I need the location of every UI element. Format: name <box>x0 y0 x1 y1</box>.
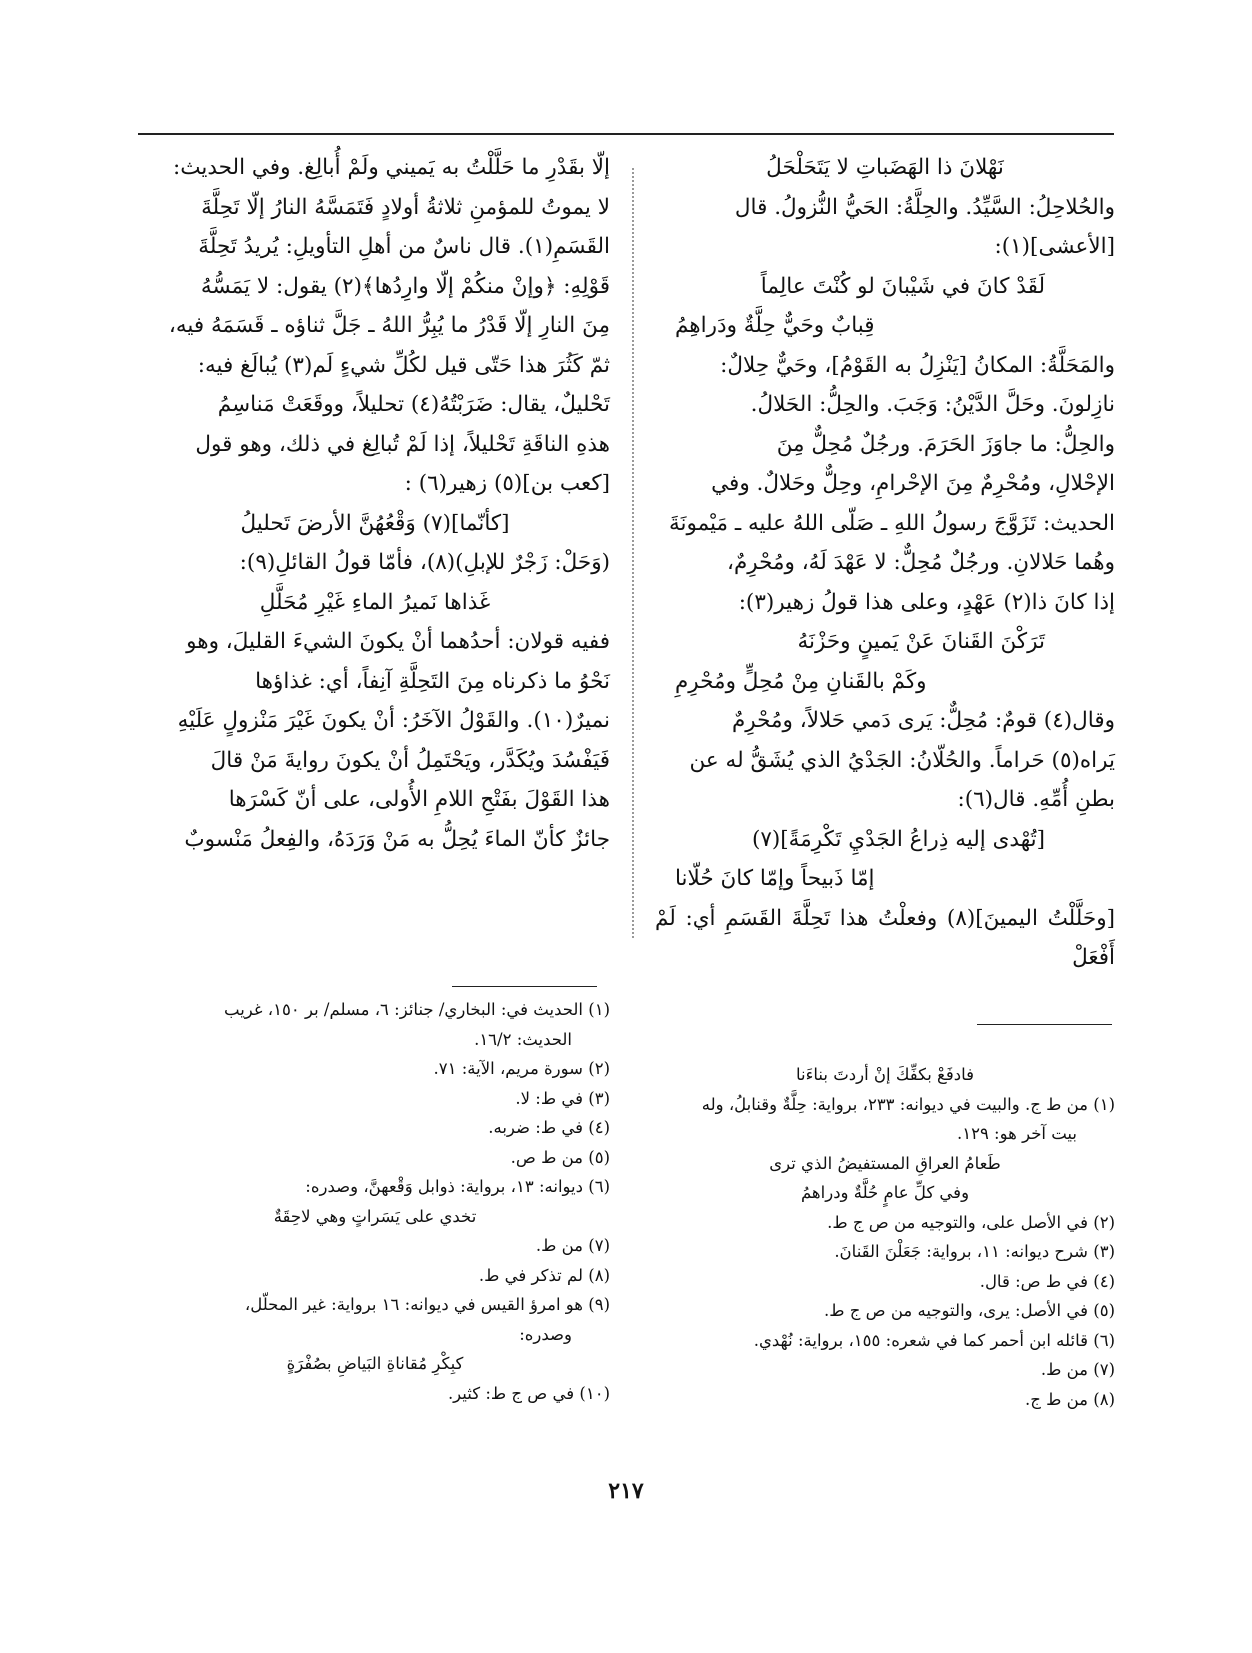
verse-line: تَرَكْنَ القَنانَ عَنْ يَمينٍ وحَزْنَهُ <box>797 629 1045 654</box>
text-line: [كعب بن](٥) زهير(٦) : <box>404 471 610 496</box>
footnote-line: (٦) ديوانه: ١٣، برواية: ذوابل وَقْعهنَّ، وصدره: <box>305 1177 610 1196</box>
text-line: ففيه قولان: أحدُهما أنْ يكونَ الشيءَ القليلَ، وهو <box>186 629 610 654</box>
text-line: والحِلُّ: ما جاوَزَ الحَرَمَ. ورجُلٌ مُحِلٌّ مِنَ <box>776 431 1115 457</box>
footnote-line: (٣) شرح ديوانه: ١١، برواية: جَعَلْنَ القَنانَ. <box>834 1242 1115 1261</box>
text-line: هذهِ الناقَةِ تَحْليلاً، إذا لَمْ تُبالِغ في ذلك، وهو قول <box>195 431 610 457</box>
footnote-line: طَعامُ العراقِ المستفيضُ الذي ترى <box>769 1153 1001 1173</box>
footnote-line: وصدره: <box>519 1324 572 1344</box>
text-line: نَحْوُ ما ذكرناه مِنَ التَحِلَّةِ آنِفاً، أي: غذاؤها <box>255 668 610 694</box>
footnote-line: (٩) هو امرؤ القيس في ديوانه: ١٦ برواية: غير المحلّل، <box>244 1295 610 1314</box>
footnote-rule-right <box>977 1024 1112 1025</box>
text-line: تَحْليلٌ، يقال: ضَرَبْتُهُ(٤) تحليلاً، ووقَعَتْ مَناسِمُ <box>217 392 610 417</box>
text-line: جائزٌ كأنّ الماءَ يُحِلُّ به مَنْ وَرَدَهُ، والفِعلُ مَنْسوبٌ <box>184 826 610 852</box>
text-line: الحديث: تَزَوَّجَ رسولُ اللهِ ـ صَلّى اللهُ عليه ـ مَيْمونَةَ <box>668 510 1115 536</box>
text-line: والمَحَلَّةُ: المكانُ [يَنْزِلُ به القَوْمُ]، وحَيٌّ حِلالٌ: <box>720 352 1115 378</box>
text-line: إلّا بقَدْرِ ما حَلَّلْتُ به يَميني ولَمْ أُبالِغ. وفي الحديث: <box>173 155 610 180</box>
verse-line: [كأنّما](٧) وَقْعُهُنَّ الأرضَ تَحليلُ <box>240 510 510 536</box>
text-line: [الأعشى](١): <box>994 234 1115 259</box>
footnote-rule-left <box>452 986 597 987</box>
footnote-line: (٤) في ط: ضربه. <box>488 1118 610 1137</box>
verse-line: لَقَدْ كانَ في شَيْبانَ لو كُنْتَ عالِماً <box>760 273 1045 299</box>
footnote-line: (١) من ط ج. والبيت في ديوانه: ٢٣٣، برواية: حِلَّةٌ وقنابلُ، وله <box>701 1094 1115 1114</box>
verse-line: وكَمْ بالقَنانِ مِنْ مُحِلٍّ ومُحْرِمِ <box>675 668 927 694</box>
footnote-line: (٢) سورة مريم، الآية: ٧١. <box>433 1059 610 1078</box>
column-divider <box>632 168 634 938</box>
verse-line: قِبابٌ وحَيٌّ حِلَّةٌ ودَراهِمُ <box>675 313 875 338</box>
footnote-line: (٥) من ط ص. <box>510 1147 610 1167</box>
text-line: الإحْلالِ، ومُحْرِمٌ مِنَ الإحْرامِ، وحِلٌّ وحَلالٌ. وفي <box>711 471 1115 496</box>
footnote-line: وفي كلِّ عامٍ حُلَّةٌ ودراهمُ <box>800 1183 970 1202</box>
footnote-line: (٦) قائله ابن أحمر كما في شعره: ١٥٥، برواية: نُهْدي. <box>753 1330 1115 1350</box>
verse-line: نَهْلانَ ذا الهَضَباتِ لا يَتَحَلْحَلُ <box>766 155 1004 180</box>
text-line: إذا كانَ ذا(٢) عَهْدٍ، وعلى هذا قولُ زهير(٣): <box>738 589 1115 615</box>
footnote-line: (١) الحديث في: البخاري/ جنائز: ٦، مسلم/ بر ١٥٠، غريب <box>224 1000 610 1019</box>
text-line: والحُلاحِلُ: السَّيِّدُ. والحِلَّةُ: الحَيُّ النُّزولُ. قال <box>734 194 1115 220</box>
text-line: هذا القَوْلَ بفَتْحِ اللامِ الأُولى، على أنّ كَسْرَها <box>228 787 610 812</box>
verse-line: [تُهْدى إليه ذِراعُ الجَدْيِ تَكْرِمَةً](٧) <box>751 826 1045 852</box>
footnote-line: الحديث: ١٦/٢. <box>474 1029 572 1049</box>
footnote-line: (٧) من ط. <box>1040 1360 1115 1379</box>
text-line: بطنِ أُمِّهِ. قال(٦): <box>957 787 1115 812</box>
footnote-line: بيت آخر هو: ١٢٩. <box>956 1124 1077 1143</box>
text-line: القَسَمِ(١). قال ناسٌ من أهلِ التأويلِ: يُريدُ تَحِلَّةَ <box>198 234 610 259</box>
right-footnotes <box>655 1060 1115 1414</box>
verse-line: إمّا ذَبيحاً وإمّا كانَ حُلّانا <box>675 866 875 891</box>
footnote-line: (٧) من ط. <box>535 1236 610 1255</box>
footnote-line: (٨) لم تذكر في ط. <box>478 1265 610 1285</box>
page-number: ٢١٧ <box>608 1478 644 1504</box>
left-footnotes <box>140 995 610 1408</box>
footnote-line: (١٠) في ص ج ط: كثير. <box>447 1383 610 1403</box>
text-line: وهُما حَلالانِ. ورجُلٌ مُحِلٌّ: لا عَهْدَ لَهُ، ومُحْرِمٌ، <box>727 550 1115 575</box>
footnote-line: تخدي على يَسَراتٍ وهي لاحِقَةٌ <box>273 1206 477 1226</box>
footnote-line: (٤) في ط ص: قال. <box>979 1271 1115 1291</box>
top-rule <box>138 133 1114 135</box>
text-line: يَراه(٥) حَراماً. والحُلّانُ: الجَدْيُ الذي يُشَقُّ له عن <box>689 747 1115 773</box>
left-column <box>140 148 610 859</box>
text-line: نازِلونَ. وحَلَّ الدَّيْنُ: وَجَبَ. والحِلُّ: الحَلالُ. <box>750 392 1115 417</box>
text-line: [وحَلَّلْتُ اليمينَ](٨) وفعلْتُ هذا تَحِلَّةَ القَسَمِ أي: لَمْ أَفْعَلْ <box>655 905 1115 970</box>
text-line: ثمّ كَثُرَ هذا حَتّى قيل لكُلِّ شيءٍ لَم(٣) يُبالَغ فيه: <box>197 352 610 378</box>
text-line: لا يموتُ للمؤمنِ ثلاثةُ أولادٍ فَتَمَسَّهُ النارُ إلّا تَحِلَّةَ <box>201 194 610 220</box>
verse-line: غَذاها نَميرُ الماءِ غَيْرِ مُحَلَّلِ <box>259 589 491 615</box>
footnote-line: فادفَعْ بكفِّكَ إنْ أردتَ بناءَنا <box>796 1065 974 1084</box>
text-line: فَيَفْسُدَ ويُكَدَّر، ويَحْتَمِلُ أنْ يكونَ روايةَ مَنْ قالَ <box>210 747 610 773</box>
footnote-line: (٨) من ط ج. <box>1024 1389 1115 1409</box>
text-line: نميرٌ(١٠). والقَوْلُ الآخَرُ: أنْ يكونَ غَيْرَ مَنْزولٍ عَلَيْهِ <box>177 708 610 733</box>
text-line: مِنَ النارِ إلّا قَدْرُ ما يُبِرُّ اللهُ ـ جَلَّ ثناؤه ـ قَسَمَهُ فيه، <box>168 313 610 338</box>
text-line: وقال(٤) قومٌ: مُحِلٌّ: يَرى دَمي حَلالاً، ومُحْرِمٌ <box>731 708 1115 733</box>
right-column <box>655 148 1115 978</box>
text-line: قَوْلِهِ: ﴿وإنْ منكُمْ إلّا وارِدُها﴾(٢) يقول: لا يَمَسُّهُ <box>200 273 610 299</box>
footnote-line: (٥) في الأصل: يرى، والتوجيه من ص ج ط. <box>824 1301 1115 1320</box>
footnote-line: (٣) في ط: لا. <box>515 1088 610 1108</box>
footnote-line: كبِكْرِ مُقاناةِ البَياضِ بصُفْرَةٍ <box>286 1354 464 1373</box>
text-line: (وَحَلْ: زَجْرٌ للإبلِ)(٨)، فأمّا قولُ القائلِ(٩): <box>239 550 610 575</box>
footnote-line: (٢) في الأصل على، والتوجيه من ص ج ط. <box>827 1212 1115 1232</box>
